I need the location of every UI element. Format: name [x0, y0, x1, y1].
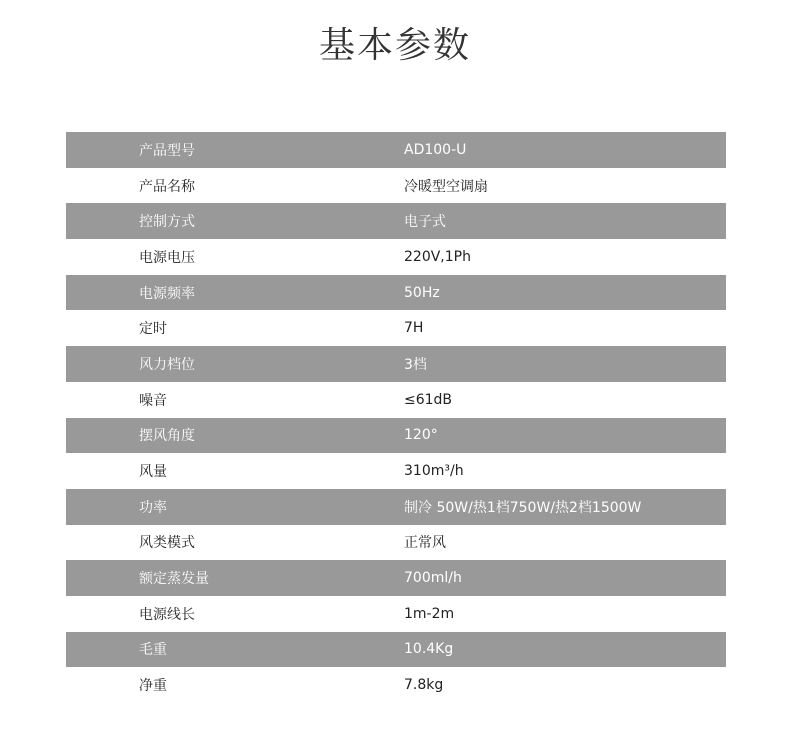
spec-row — [66, 560, 726, 596]
spec-row — [66, 596, 726, 632]
spec-value: 50Hz — [404, 284, 440, 301]
spec-value: 电子式 — [404, 214, 446, 231]
spec-row — [66, 346, 726, 382]
spec-label: 电源线长 — [139, 606, 195, 623]
spec-value: 700ml/h — [404, 570, 462, 587]
spec-label: 毛重 — [139, 642, 167, 659]
spec-label: 电源电压 — [139, 249, 195, 266]
spec-value: 制冷 50W/热1档750W/热2档1500W — [404, 499, 642, 516]
spec-row — [66, 132, 726, 168]
spec-table — [66, 132, 726, 703]
spec-value: 310m³/h — [404, 463, 464, 480]
spec-value: AD100-U — [404, 141, 467, 158]
spec-row — [66, 310, 726, 346]
spec-label: 控制方式 — [139, 214, 195, 231]
spec-row — [66, 525, 726, 561]
spec-row — [66, 382, 726, 418]
spec-value: 正常风 — [404, 535, 446, 552]
spec-row — [66, 239, 726, 275]
spec-row — [66, 168, 726, 204]
spec-label: 净重 — [139, 678, 167, 695]
spec-label: 额定蒸发量 — [139, 571, 209, 588]
spec-row — [66, 489, 726, 525]
spec-value: 120° — [404, 427, 438, 444]
spec-value: 7.8kg — [404, 677, 444, 694]
spec-row — [66, 453, 726, 489]
spec-label: 定时 — [139, 321, 167, 338]
spec-value: ≤61dB — [404, 391, 453, 408]
spec-value: 10.4Kg — [404, 641, 454, 658]
spec-value: 7H — [404, 320, 424, 337]
spec-label: 噪音 — [139, 392, 167, 409]
spec-label: 风类模式 — [139, 535, 195, 552]
spec-label: 电源频率 — [139, 285, 195, 302]
spec-row — [66, 418, 726, 454]
spec-value: 冷暖型空调扇 — [404, 178, 488, 195]
spec-value: 220V,1Ph — [404, 248, 471, 265]
spec-row — [66, 203, 726, 239]
spec-label: 产品名称 — [139, 178, 195, 195]
spec-row — [66, 667, 726, 703]
spec-label: 摆风角度 — [139, 428, 195, 445]
spec-label: 风力档位 — [139, 356, 195, 373]
spec-value: 1m-2m — [404, 605, 455, 622]
spec-label: 功率 — [139, 499, 167, 516]
spec-row — [66, 275, 726, 311]
spec-row — [66, 632, 726, 668]
page-title: 基本参数 — [318, 25, 471, 66]
spec-label: 风量 — [139, 464, 167, 481]
spec-value: 3档 — [404, 356, 427, 373]
spec-label: 产品型号 — [139, 142, 195, 159]
